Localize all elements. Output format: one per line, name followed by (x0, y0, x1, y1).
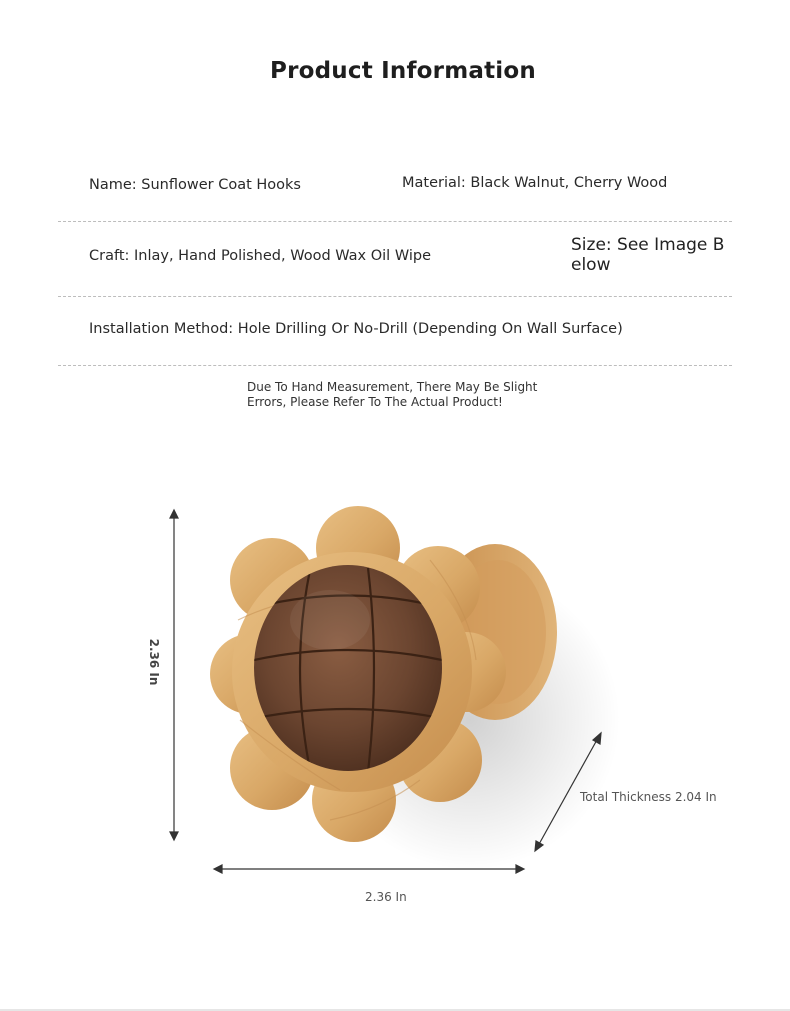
spec-craft: Craft: Inlay, Hand Polished, Wood Wax Oil Wipe (89, 248, 431, 264)
height-dimension-label: 2.36 In (147, 638, 161, 686)
spec-installation: Installation Method: Hole Drilling Or No-Drill (Depending On Wall Surface) (89, 321, 623, 337)
spec-name: Name: Sunflower Coat Hooks (89, 177, 301, 193)
measurement-note: Due To Hand Measurement, There May Be Slight Errors, Please Refer To The Actual Product! (247, 380, 538, 409)
spec-size: Size: See Image Below (571, 235, 725, 275)
width-dimension-label: 2.36 In (365, 890, 407, 904)
divider (58, 365, 732, 366)
spec-material: Material: Black Walnut, Cherry Wood (402, 175, 668, 191)
page-title: Product Information (270, 58, 536, 84)
divider (58, 296, 732, 297)
thickness-dimension-label: Total Thickness 2.04 In (580, 790, 717, 804)
product-image (0, 430, 790, 1000)
divider (58, 221, 732, 222)
